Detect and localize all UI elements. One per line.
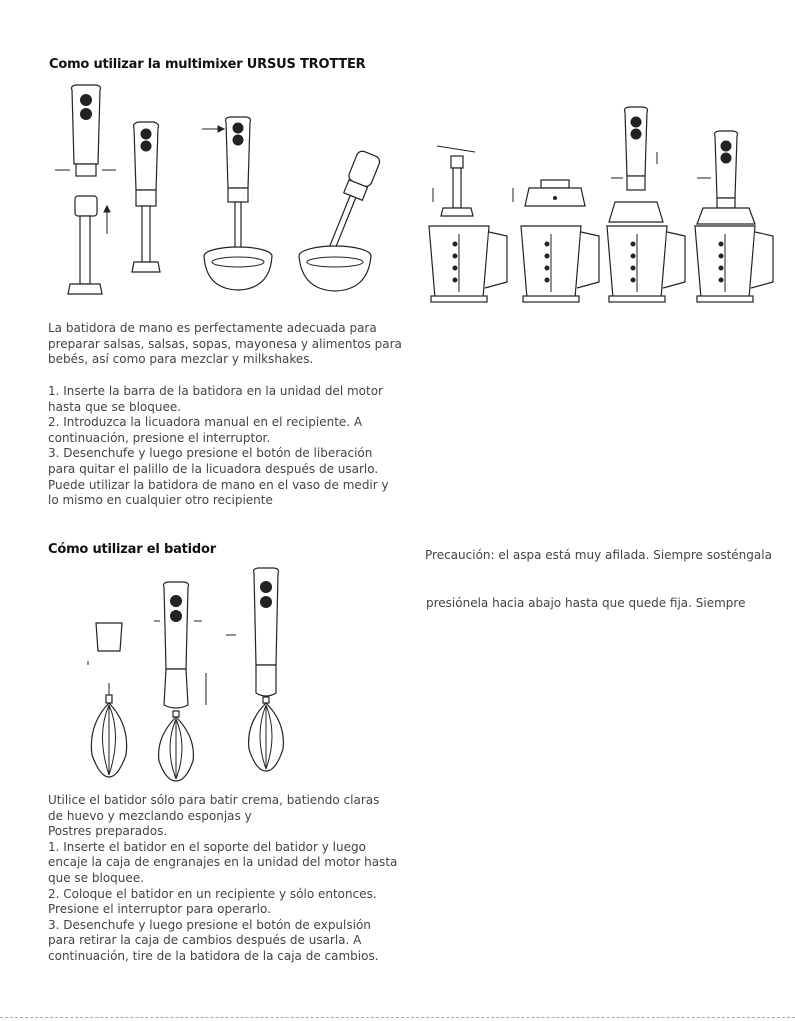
jug-4 <box>695 226 773 302</box>
section2-text <box>48 793 398 965</box>
whisk-with-motor <box>154 582 206 781</box>
text-line: que se bloquee. <box>48 870 144 885</box>
motor-unit-on-chopper <box>609 107 663 222</box>
chopper-blade-unit <box>433 146 475 216</box>
text-line: Utilice el batidor sólo para batir crema, batiendo claras <box>48 793 380 807</box>
text-line: continuación, presione el interruptor. <box>48 430 271 445</box>
text-line: Puede utilizar la batidora de mano en el vaso de medir y <box>48 477 389 492</box>
section1-intro <box>48 321 402 368</box>
text-line: 3. Desenchufe y luego presione el botón de liberación <box>48 446 373 461</box>
motor-assembled-chopper <box>697 131 755 224</box>
text-line: 3. Desenchufe y luego presione el botón de expulsión <box>48 917 371 932</box>
text-line: encaje la caja de engranajes en la unidad del motor hasta <box>48 855 398 870</box>
jug-1 <box>429 226 507 302</box>
text-line: lo mismo en cualquier otro recipiente <box>48 493 273 508</box>
jug-2 <box>521 226 599 302</box>
measuring-jugs <box>429 226 773 302</box>
press-text: presiónela hacia abajo hasta que quede fija. Siempre <box>426 596 746 610</box>
chopper-assembly-illustration <box>425 106 780 306</box>
text-line: continuación, tire de la batidora de la caja de cambios. <box>48 948 379 963</box>
text-line: bebés, así como para mezclar y milkshakes. <box>48 352 314 367</box>
text-line: 1. Inserte el batidor en el soporte del batidor y luego <box>48 839 366 854</box>
caution-text: Precaución: el aspa está muy afilada. Siempre sosténgala <box>425 548 772 562</box>
whisk-assembled <box>226 568 283 771</box>
section1-heading: Como utilizar la multimixer URSUS TROTTER <box>49 57 366 72</box>
blender-assembled <box>132 122 160 272</box>
text-line: hasta que se bloquee. <box>48 399 182 414</box>
text-line: 2. Introduzca la licuadora manual en el recipiente. A <box>48 415 363 430</box>
text-line: Presione el interruptor para operarlo. <box>48 902 271 917</box>
blender-in-bowl <box>202 117 272 290</box>
text-line: 2. Coloque el batidor en un recipiente y sólo entonces. <box>48 886 377 901</box>
text-line: de huevo y mezclando esponjas y <box>48 808 252 823</box>
section2-heading: Cómo utilizar el batidor <box>48 542 216 557</box>
blender-tilted-in-bowl <box>299 149 381 291</box>
text-line: preparar salsas, salsas, sopas, mayonesa y alimentos para <box>48 336 402 351</box>
text-line: Postres preparados. <box>48 824 168 839</box>
motor-unit-separate <box>55 85 116 176</box>
whisk-gearbox <box>88 623 122 665</box>
section1-steps <box>48 384 389 509</box>
jug-3 <box>607 226 685 302</box>
text-line: para quitar el palillo de la licuadora después de usarlo. <box>48 461 379 476</box>
text-line: para retirar la caja de cambios después de usarla. A <box>48 933 362 948</box>
blending-shaft-separate <box>68 196 110 294</box>
whisk-separate <box>91 683 126 777</box>
page-bottom-border <box>0 1017 795 1018</box>
blender-assembly-illustration <box>50 84 385 306</box>
text-line: La batidora de mano es perfectamente adecuada para <box>48 321 377 335</box>
chopper-lid <box>513 180 585 206</box>
whisk-assembly-illustration <box>86 565 306 787</box>
text-line: 1. Inserte la barra de la batidora en la unidad del motor <box>48 384 383 398</box>
